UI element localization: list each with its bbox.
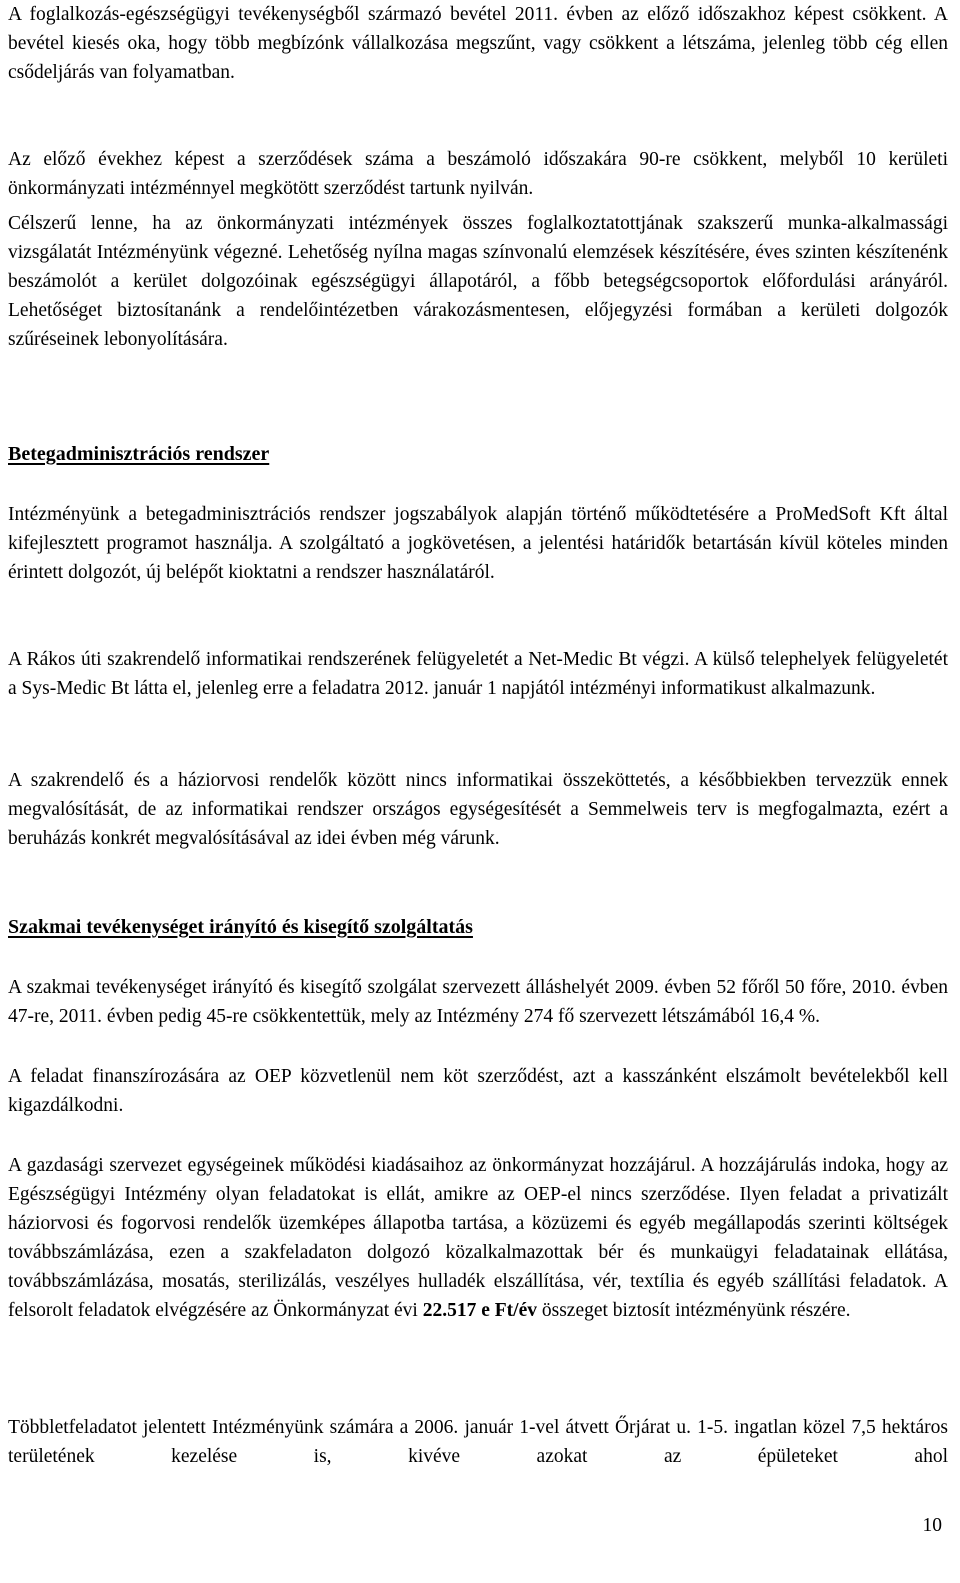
page-number: 10 [922,1515,942,1536]
paragraph-financing: A feladat finanszírozására az OEP közvetlenül nem köt szerződést, azt a kasszánként elszámolt bevételekből kell kigazdálkodni. [8,1066,948,1116]
paragraph-staff-positions: A szakmai tevékenységet irányító és kisegítő szolgálat szervezett álláshelyét 2009. évben 52 főről 50 főre, 2010. évben 47-re, 2011. évben pedig 45-re csökkentettük, mely az Intézmény 274 fő szervezett létszámából 16,4 %. [8,977,948,1027]
heading-patient-administration: Betegadminisztrációs rendszer [8,443,270,465]
paragraph-recommendation: Célszerű lenne, ha az önkormányzati intézmények összes foglalkoztatottjának szakszerű munka-alkalmassági vizsgálatát Intézményünk végezné. Lehetőség nyílna magas színvonalú elemzések készítésére, éves szinten készítenénk beszámolót a kerület dolgozóinak egészségügyi állapotáról, a főbb betegségcsoportok előfordulási arányáról. Lehetőséget biztosítanánk a rendelőintézetben várakozásmentesen, előjegyzési formában a kerületi dolgozók szűréseinek lebonyolítására. [8,213,948,350]
paragraph-municipal-contribution [8,1151,948,1325]
paragraph-it-connection: A szakrendelő és a háziorvosi rendelők között nincs informatikai összeköttetés, a későbbiekben tervezzük ennek megvalósítását, de az informatikai rendszer országos egységesítését a Semmelweis terv is megfogalmazta, ezért a beruházás konkrét megvalósításával az idei évben még várunk. [8,770,948,849]
paragraph-occupational-health-revenue: A foglalkozás-egészségügyi tevékenységből származó bevétel 2011. évben az előző időszakhoz képest csökkent. A bevétel kiesés oka, hogy több megbízónk vállalkozása megszűnt, vagy csökkent a létszáma, jelenleg több cég ellen csődeljárás van folyamatban. [8,4,948,83]
paragraph-extra-tasks: Többletfeladatot jelentett Intézményünk számára a 2006. január 1-vel átvett Őrjárat u. 1-5. ingatlan közel 7,5 hektáros területének kezelése is, kivéve azokat az épületeket ahol [8,1417,948,1467]
contribution-text-after: összeget biztosít intézményünk részére. [536,1300,851,1321]
heading-support-services: Szakmai tevékenységet irányító és kisegítő szolgáltatás [8,916,473,938]
paragraph-promedsoft: Intézményünk a betegadminisztrációs rendszer jogszabályok alapján történő működtetésére a ProMedSoft Kft által kifejlesztett programot használja. A szolgáltató a jogkövetésen, a jelentési határidők betartásán kívül köteles minden érintett dolgozót, új belépőt kioktatni a rendszer használatáról. [8,504,948,583]
paragraph-contracts-count: Az előző évekhez képest a szerződések száma a beszámoló időszakára 90-re csökkent, melyből 10 kerületi önkormányzati intézménnyel megkötött szerződést tartunk nyilván. [8,149,948,199]
contribution-amount: 22.517 e Ft/év [422,1300,537,1321]
contribution-text-before: A gazdasági szervezet egységeinek működési kiadásaihoz az önkormányzat hozzájárul. A hozzájárulás indoka, hogy az Egészségügyi Intézmény olyan feladatokat is ellát, amikre az OEP-el nincs szerződése. Ilyen feladat a privatizált háziorvosi és fogorvosi rendelők üzemképes állapotba tartása, a közüzemi és egyéb megállapodás szerinti költségek továbbszámlázása, ezen a szakfeladaton dolgozó közalkalmazottak bér és munkaügyi feladatainak ellátása, továbbszámlázása, mosatás, sterilizálás, veszélyes hulladék elszállítása, vér, textília és egyéb szállítási feladatok. A felsorolt feladatok elvégzésére az Önkormányzat évi [8,1155,948,1321]
paragraph-it-supervision: A Rákos úti szakrendelő informatikai rendszerének felügyeletét a Net-Medic Bt végzi. A külső telephelyek felügyeletét a Sys-Medic Bt látta el, jelenleg erre a feladatra 2012. január 1 napjától intézményi informatikust alkalmazunk. [8,649,948,699]
